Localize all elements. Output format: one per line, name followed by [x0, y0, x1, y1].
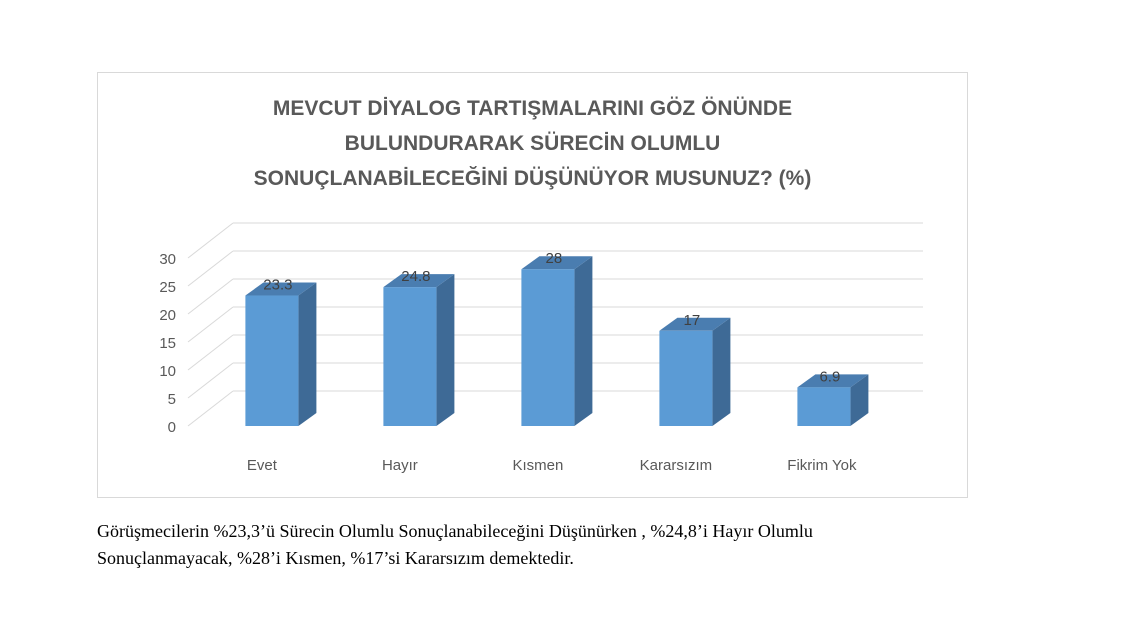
caption-line-1: Görüşmecilerin %23,3’ü Sürecin Olumlu Sonuçlanabileceğini Düşünürken , %24,8’i Hayır Olumlu	[97, 521, 813, 541]
bar-side	[712, 318, 730, 426]
chart-title-line-2: BULUNDURARAK SÜRECİN OLUMLU	[344, 132, 721, 155]
chart-frame	[97, 72, 968, 498]
bar	[521, 269, 574, 426]
y-tick-label: 5	[167, 391, 176, 408]
caption-line-2: Sonuçlanmayacak, %28’i Kısmen, %17’si Kararsızım demektedir.	[97, 548, 574, 568]
x-tick-label: Kısmen	[512, 457, 564, 474]
bar	[659, 331, 712, 426]
y-tick-label: 25	[159, 279, 176, 296]
x-tick-label: Fikrim Yok	[787, 457, 857, 474]
y-tick-label: 15	[159, 335, 176, 352]
chart-caption	[97, 518, 1037, 572]
data-label: 17	[683, 311, 701, 329]
bar	[797, 387, 850, 426]
chart-title-line-1: MEVCUT DİYALOG TARTIŞMALARINI GÖZ ÖNÜNDE	[272, 97, 793, 120]
data-label: 6.9	[819, 368, 841, 386]
bar-side	[436, 274, 454, 426]
gridline-side	[188, 391, 233, 426]
y-tick-label: 20	[159, 307, 176, 324]
bar	[383, 287, 436, 426]
bar-chart	[98, 73, 967, 497]
data-label: 24.8	[401, 268, 431, 286]
bar-side	[574, 256, 592, 426]
gridline-side	[188, 223, 233, 258]
y-tick-label: 0	[167, 419, 176, 436]
gridline-side	[188, 363, 233, 398]
y-tick-label: 30	[159, 251, 176, 268]
data-label: 23.3	[263, 276, 293, 294]
x-tick-label: Kararsızım	[639, 457, 713, 474]
gridline-side	[188, 279, 233, 314]
bar	[245, 296, 298, 426]
bar-side	[298, 283, 316, 426]
chart-title-line-3: SONUÇLANABİLECEĞİNİ DÜŞÜNÜYOR MUSUNUZ? (%)	[253, 167, 812, 190]
gridline-side	[188, 251, 233, 286]
y-tick-label: 10	[159, 363, 176, 380]
x-tick-label: Evet	[246, 457, 277, 474]
gridline-side	[188, 335, 233, 370]
x-tick-label: Hayır	[381, 457, 418, 474]
data-label: 28	[545, 250, 563, 268]
gridline-side	[188, 307, 233, 342]
